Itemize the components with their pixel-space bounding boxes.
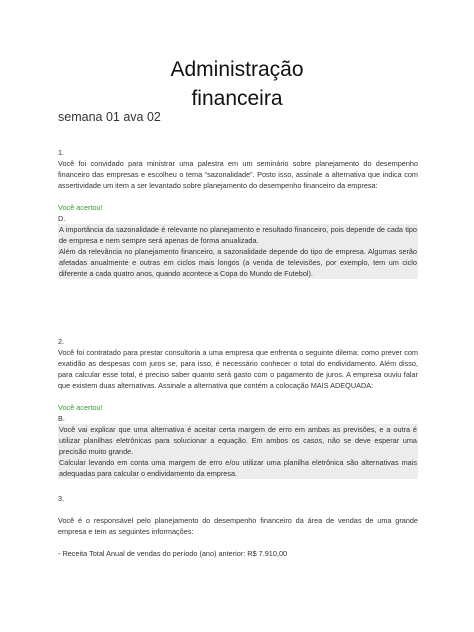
question-number: 1.	[58, 148, 65, 157]
title-line-2: financeira	[191, 87, 283, 110]
answer-box	[58, 424, 418, 479]
question-3	[58, 493, 418, 559]
document-title	[0, 55, 474, 113]
title-line-1: Administração	[170, 58, 304, 81]
feedback-correct: Você acertou!	[58, 203, 103, 212]
answer-letter: D.	[58, 214, 66, 223]
question-prompt: Você foi convidado para ministrar uma palestra em um seminário sobre planejamento do desempenho financeiro das empresas e escolheu o tema “sazonalidade”. Posto isso, assinale a alternativa que indica com assertividade um item a ser levantado sobre planejamento do desempenho financeiro da empresa:	[58, 159, 418, 190]
question-prompt: Você é o responsável pelo planejamento do desempenho financeiro da área de vendas de uma grande empresa e tem as seguintes informações:	[58, 516, 418, 536]
feedback-correct: Você acertou!	[58, 403, 103, 412]
answer-paragraph: Calcular levando em conta uma margem de erro e/ou utilizar uma planilha eletrônica são alternativas mais adequadas para calcular o endividamento da empresa.	[59, 458, 417, 478]
answer-paragraph: Além da relevância no planejamento financeiro, a sazonalidade depende do tipo de empresa. Algumas serão afetadas anualmente e outras em ciclos mais longos (a venda de televisões, por exemplo, tem um ciclo diferente a cada quatro anos, quando acontece a Copa do Mundo de Futebol).	[59, 247, 417, 278]
question-number: 3.	[58, 494, 65, 503]
answer-box	[58, 224, 418, 279]
answer-letter: B.	[58, 414, 65, 423]
question-2	[58, 336, 418, 479]
document-subtitle: semana 01 ava 02	[58, 110, 161, 124]
data-item: - Receita Total Anual de vendas do período (ano) anterior: R$ 7.910,00	[58, 549, 288, 558]
question-prompt: Você foi contratado para prestar consultoria a uma empresa que enfrenta o seguinte dilema: como prever com exatidão as despesas com juros se, para isso, é necessário conhecer o total do endividamento. Além disso, para calcular esse total, é preciso saber quanto será gasto com o pagamento de juros. A empresa ouviu falar que existem duas alternativas. Assinale a alternativa que contém a colocação MAIS ADEQUADA:	[58, 348, 418, 390]
answer-paragraph: A importância da sazonalidade é relevante no planejamento e resultado financeiro, pois depende de cada tipo de empresa e nem sempre será apenas de forma anualizada.	[59, 225, 417, 245]
question-number: 2.	[58, 337, 65, 346]
answer-paragraph: Você vai explicar que uma alternativa é aceitar certa margem de erro em ambas as previsões, e a outra é utilizar planilhas eletrônicas para solucionar a equação. Em ambos os casos, não se deve esperar uma precisão muito grande.	[59, 425, 417, 456]
question-1	[58, 147, 418, 279]
